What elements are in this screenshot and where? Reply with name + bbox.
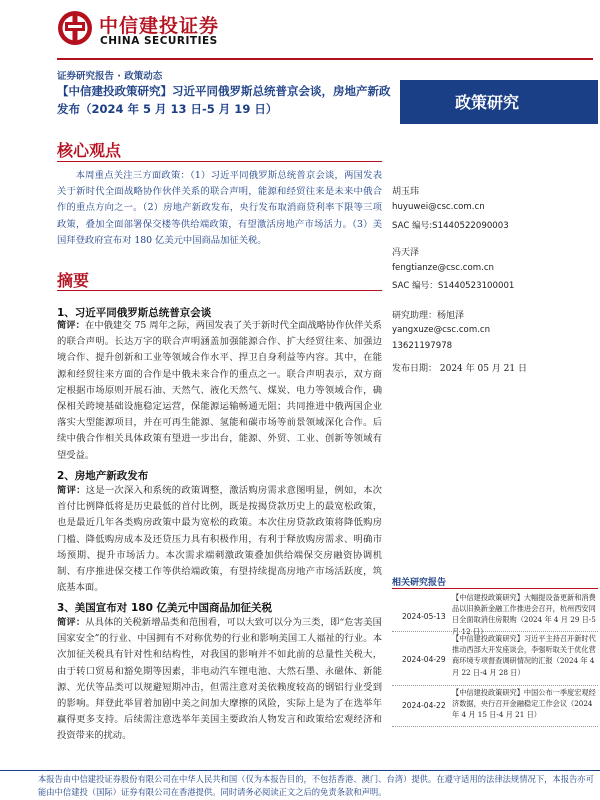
- core-views-heading: 核心观点: [57, 141, 122, 160]
- comment-lead: 简评：: [57, 485, 86, 496]
- related-reports-divider: [392, 588, 598, 589]
- assistant-phone: 13621197978: [392, 341, 453, 351]
- related-report-item[interactable]: [392, 633, 598, 691]
- report-title: 【中信建投政策研究】习近平同俄罗斯总统普京会谈，房地产新政发布（2024 年 5 月 13 日-5 月 19 日）: [57, 84, 391, 116]
- publish-date: 发布日期： 2024 年 05 月 21 日: [392, 364, 527, 374]
- summary-heading: 摘要: [57, 271, 90, 290]
- related-report-title[interactable]: 【中信建投政策研究】中国公布一季度宏观经济数据，央行召开金融稳定工作会议（2024 年 4 月 15 日-4 月 21 日）: [452, 688, 596, 720]
- footer-divider: [0, 770, 600, 771]
- summary-item-heading: 2、房地产新政发布: [57, 470, 149, 482]
- analyst-name: 胡玉玮: [392, 187, 420, 197]
- logo-mark-icon: [57, 10, 93, 46]
- comment-lead: 简评：: [57, 320, 85, 331]
- header-divider: [57, 58, 593, 60]
- report-category: 证券研究报告 · 政策动态: [57, 71, 163, 82]
- separator-line: [392, 631, 598, 632]
- core-views-text: 本周重点关注三方面政策：（1）习近平同俄罗斯总统普京会谈，两国发表关于新时代全面战略协作伙伴关系的联合声明，能源和经贸往来是未来中俄合作的重点方向之一。（2）房地产新政发布，央行发布取消商贷利率下限等三项政策，叠加全面部署保交楼等供给端政策，有望激活房地产市场活力。（3）美国拜登政府宣布对 180 亿美元中国商品加征关税。: [57, 170, 382, 246]
- logo-name-en: CHINA SECURITIES: [100, 35, 218, 47]
- separator-line: [392, 726, 598, 727]
- analyst-sac-number: SAC 编号:S1440522090003: [392, 221, 509, 231]
- summary-item-text: [57, 615, 382, 745]
- summary-item-heading: 3、美国宣布对 180 亿美元中国商品加征关税: [57, 602, 273, 614]
- comment-lead: 简评：: [57, 617, 86, 628]
- section-badge: 政策研究: [400, 80, 598, 124]
- assistant-name: 研究助理：杨旭泽: [392, 311, 465, 321]
- summary-item-text: [57, 318, 382, 464]
- comment-body: 在中俄建交 75 周年之际，两国发表了关于新时代全面战略协作伙伴关系的联合声明。长达万字的联合声明涵盖加强能源合作、扩大经贸往来、加强边境合作、提升创新和工业等领域合作水平、捍卫自身利益等内容。其中，在能源和经贸往来方面的合作是中俄未来合作的重点之一。联合声明表示，双方商定根据市场原则开展石油、天然气、液化天然气、煤炭、电力等领域合作，确保相关跨境基础设施稳定运营，保能源运输畅通无阻；共同推进中俄两国企业落实大型能源项目，并在可再生能源、氢能和碳市场等前景领域深化合作。后续中俄合作相关具体政策有望进一步出台，能源、外贸、工业、创新等领域有望受益。: [57, 320, 382, 461]
- analyst-email[interactable]: huyuwei@csc.com.cn: [392, 202, 485, 212]
- logo-name-cn: 中信建投证券: [99, 15, 220, 37]
- analyst-sac-number: SAC 编号：S1440523100001: [392, 281, 515, 291]
- separator-line: [392, 685, 598, 686]
- comment-body: 这是一次深入和系统的政策调整，激活购房需求意图明显，例如，本次首付比例降低将是历史最低的首付比例，既是按揭贷款历史上的最宽松政策，也是最近几年各类购房政策中最为宽松的政策。本次住房贷款政策将降低购房门槛、降低购房成本及还贷压力具有积极作用，有利于释放购房需求、明确市场预期、提升市场活力。本次需求端刺激政策叠加供给端保交房融资协调机制、有序推进保交楼工作等供给端政策，有望持续提高房地产市场活跃度，筑底基本面。: [57, 485, 382, 594]
- related-report-date: 2024-04-29: [402, 655, 446, 664]
- core-views-divider: [57, 161, 382, 162]
- comment-body: 从具体的关税新增品类和范围看，可以大致可以分为三类，即“危害美国国家安全”的行业、中国拥有不对称优势的行业和影响美国工人福祉的行业。本次加征关税具有针对性和结构性，对我国的影响并不如此前的总量性关税大，由于转口贸易和豁免期等因素，非电动汽车锂电池、大然石墨、永磁体、新能源、光伏等品类可以规避短期冲击，但需注意对美依赖度较高的钢铝行业受到的影响。拜登此举冒着加剧中美之间加大摩擦的风险，实际上是为了在选举年赢得更多支持。后续需注意选举年美国主要政治人物发言和政策给宏观经济和投资带来的扰动。: [57, 617, 382, 742]
- company-logo: [57, 10, 247, 48]
- summary-divider: [57, 290, 382, 291]
- summary-item-text: [57, 483, 382, 596]
- assistant-email[interactable]: yangxuze@csc.com.cn: [392, 325, 491, 335]
- analyst-name: 冯天泽: [392, 248, 420, 258]
- related-report-date: 2024-04-22: [402, 701, 446, 710]
- related-report-item[interactable]: [392, 687, 598, 727]
- summary-item-heading: 1、习近平同俄罗斯总统普京会谈: [57, 307, 212, 319]
- related-report-title[interactable]: 【中信建投政策研究】大幅提设备更新和消费品以旧换新金融工作推进会召开，杭州西安同日全面取消住房限购（2024 年 4 月 29 日-5 月 12 日）: [452, 593, 596, 636]
- related-report-date: 2024-05-13: [402, 612, 446, 621]
- related-reports-heading: 相关研究报告: [392, 578, 447, 588]
- related-report-title[interactable]: 【中信建投政策研究】习近平主持召开新时代推动西部大开发座谈会，李强听取关于优化营商环境专项督查调研情况的汇报（2024 年 4 月 22 日-4 月 28 日）: [452, 634, 596, 677]
- disclaimer-footer: 本报告由中信建投证券股份有限公司在中华人民共和国（仅为本报告目的，不包括香港、澳门、台湾）提供。在遵守适用的法律法规情况下，本报告亦可能由中信建投（国际）证券有限公司在香港提供。同时请务必阅读正文之后的免责条款和声明。: [38, 774, 594, 797]
- analyst-email[interactable]: fengtianze@csc.com.cn: [392, 263, 494, 273]
